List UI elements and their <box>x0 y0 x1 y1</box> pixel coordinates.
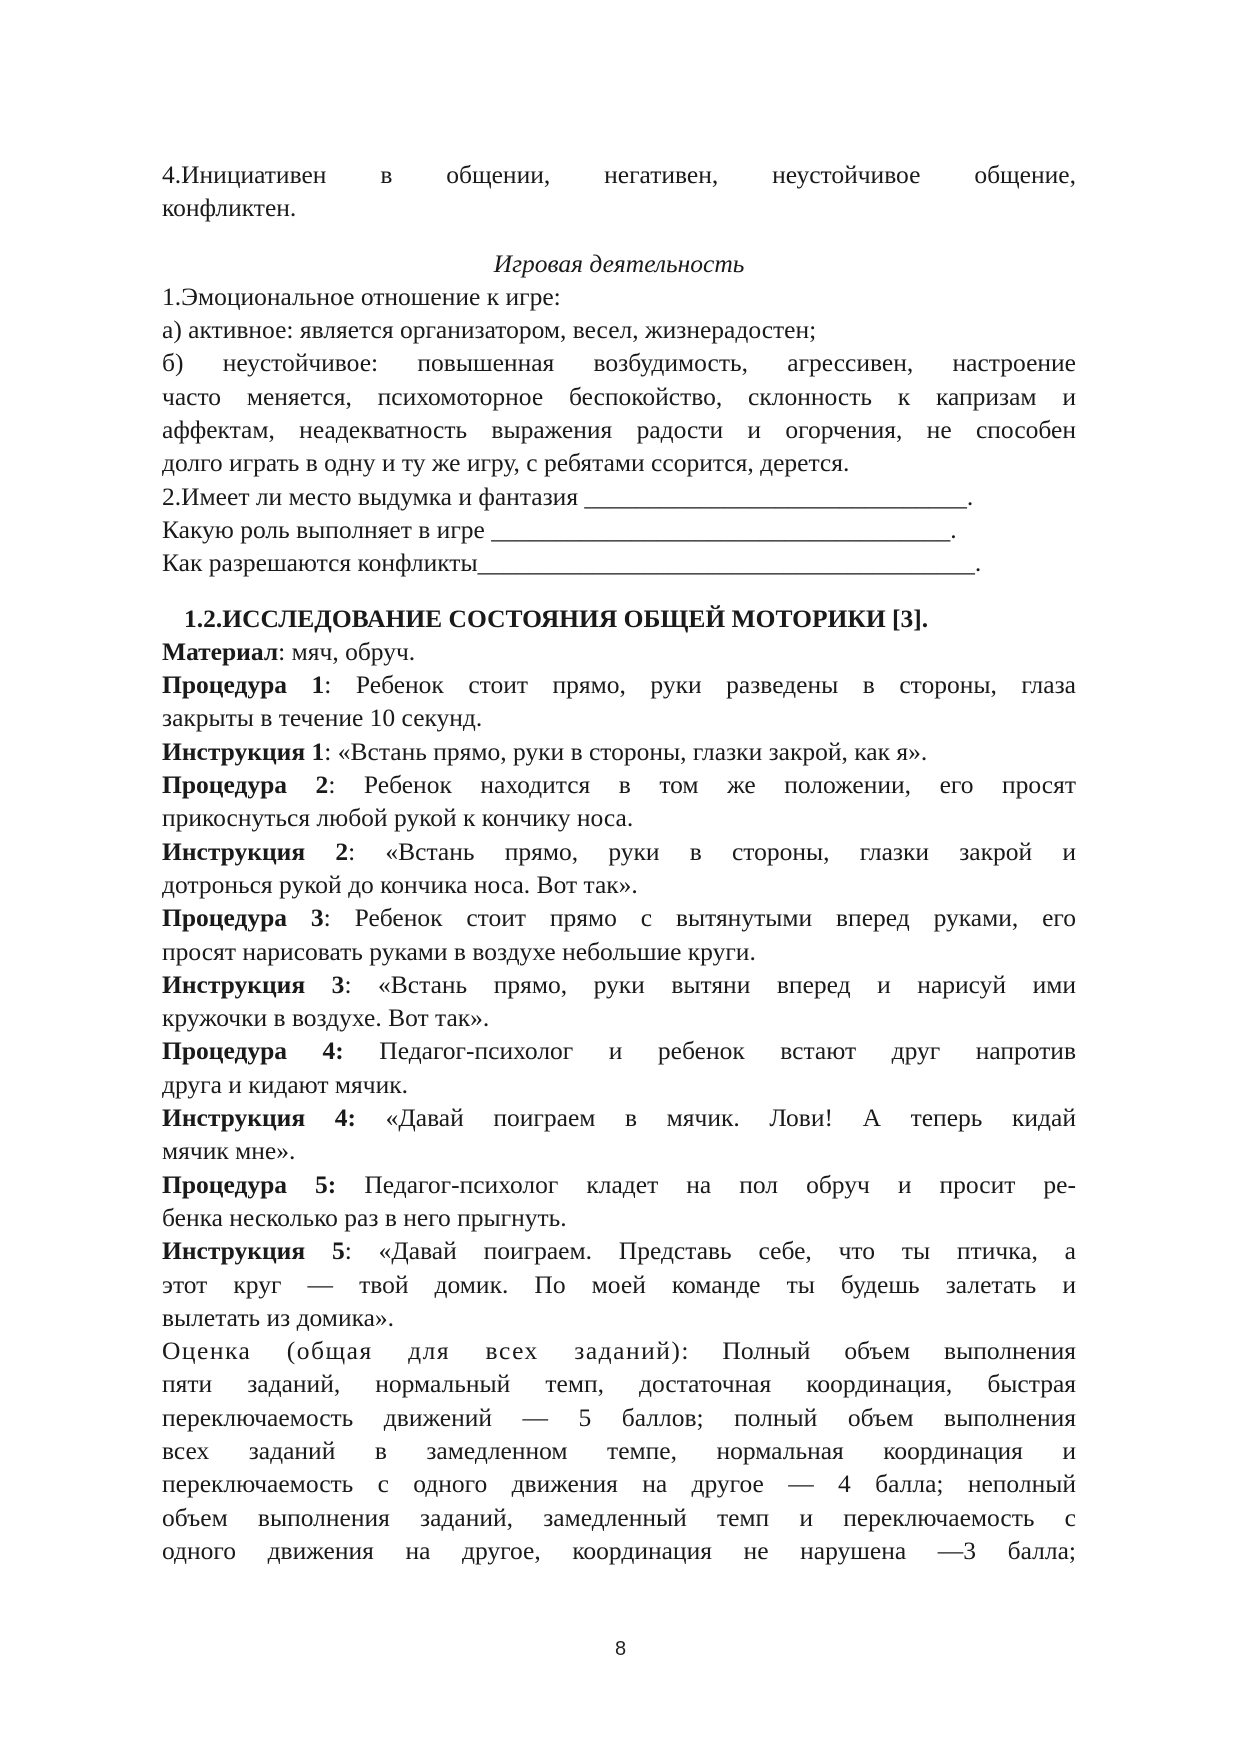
instruction-3-cont: кружочки в воздухе. Вот так». <box>162 1003 490 1033</box>
procedure-4 <box>162 1034 1076 1067</box>
play-line: аффектам, неадекватность выражения радости и огорчения, не способен <box>162 415 1076 445</box>
assessment-line: пяти заданий, нормальный темп, достаточная координация, быстрая <box>162 1369 1076 1399</box>
instruction-2-text: : «Встань прямо, руки в стороны, глазки закрой и <box>348 836 1076 866</box>
play-heading: Игровая деятельность <box>493 248 745 278</box>
instruction-5-label: Инструкция 5 <box>162 1236 345 1266</box>
instruction-4-label: Инструкция 4: <box>162 1103 357 1133</box>
procedure-1-label: Процедура 1 <box>162 670 325 700</box>
procedure-1-text: : Ребенок стоит прямо, руки разведены в стороны, глаза <box>324 670 1076 700</box>
instruction-3-label: Инструкция 3 <box>162 969 345 999</box>
instruction-3 <box>162 968 1076 1001</box>
role-field: Какую роль выполняет в игре ____________________________________. <box>162 514 957 544</box>
page-content <box>162 158 1076 1567</box>
play-line: 1.Эмоциональное отношение к игре: <box>162 281 561 311</box>
procedure-3 <box>162 901 1076 934</box>
instruction-5-cont: вылетать из домика». <box>162 1302 395 1332</box>
instruction-1 <box>162 735 1076 768</box>
procedure-2-label: Процедура 2 <box>162 770 329 800</box>
procedure-5 <box>162 1168 1076 1201</box>
procedure-4-label: Процедура 4: <box>162 1036 344 1066</box>
fantasy-field: 2.Имеет ли место выдумка и фантазия ______________________________. <box>162 481 974 511</box>
communication-item-4-line-2: конфликтен. <box>162 193 297 223</box>
page-number: 8 <box>614 1638 627 1660</box>
instruction-2 <box>162 835 1076 868</box>
material-line <box>162 635 1076 668</box>
conflicts-field: Как разрешаются конфликты_______________________________________. <box>162 548 982 578</box>
section-title: 1.2.ИССЛЕДОВАНИЕ СОСТОЯНИЯ ОБЩЕЙ МОТОРИКИ [3]. <box>184 603 929 633</box>
instruction-5 <box>162 1234 1076 1267</box>
instruction-1-label: Инструкция 1 <box>162 736 325 766</box>
procedure-3-cont: просят нарисовать руками в воздухе небольшие круги. <box>162 936 756 966</box>
instruction-5-cont: этот круг — твой домик. По моей команде ты будешь залетать и <box>162 1269 1076 1299</box>
instruction-2-cont: дотронься рукой до кончика носа. Вот так». <box>162 869 638 899</box>
procedure-5-text: Педагог-психолог кладет на пол обруч и просит ре- <box>336 1169 1076 1199</box>
procedure-1 <box>162 668 1076 701</box>
procedure-1-cont: закрыты в течение 10 секунд. <box>162 703 483 733</box>
assessment-label: Оценка (общая для всех заданий) <box>162 1336 682 1366</box>
play-line: часто меняется, психомоторное беспокойство, склонность к капризам и <box>162 381 1076 411</box>
procedure-2-text: : Ребенок находится в том же положении, его просят <box>328 770 1076 800</box>
procedure-5-cont: бенка несколько раз в него прыгнуть. <box>162 1202 567 1232</box>
procedure-4-cont: друга и кидают мячик. <box>162 1069 408 1099</box>
material-text: : мяч, обруч. <box>278 636 416 666</box>
assessment <box>162 1334 1076 1367</box>
procedure-5-label: Процедура 5: <box>162 1169 337 1199</box>
instruction-1-text: : «Встань прямо, руки в стороны, глазки закрой, как я». <box>324 736 928 766</box>
instruction-3-text: : «Встань прямо, руки вытяни вперед и нарисуй ими <box>344 969 1076 999</box>
procedure-2-cont: прикоснуться любой рукой к кончику носа. <box>162 803 634 833</box>
instruction-4-text: «Давай поиграем в мячик. Лови! А теперь кидай <box>356 1103 1076 1133</box>
procedure-2 <box>162 768 1076 801</box>
assessment-line: одного движения на другое, координация не нарушена —3 балла; <box>162 1535 1076 1565</box>
play-line: долго играть в одну и ту же игру, с ребятами ссорится, дерется. <box>162 448 850 478</box>
procedure-3-label: Процедура 3 <box>162 903 324 933</box>
assessment-line: объем выполнения заданий, замедленный темп и переключаемость с <box>162 1502 1076 1532</box>
instruction-5-text: : «Давай поиграем. Представь себе, что ты птичка, а <box>344 1236 1077 1266</box>
instruction-2-label: Инструкция 2 <box>162 836 349 866</box>
play-line: а) активное: является организатором, весел, жизнерадостен; <box>162 315 817 345</box>
instruction-4 <box>162 1101 1076 1134</box>
assessment-line: переключаемость с одного движения на другое — 4 балла; неполный <box>162 1469 1076 1499</box>
communication-item-4-line-1: 4.Инициативен в общении, негативен, неустойчивое общение, <box>162 160 1076 189</box>
procedure-4-text: Педагог-психолог и ребенок встают друг напротив <box>343 1036 1076 1066</box>
instruction-4-cont: мячик мне». <box>162 1136 296 1166</box>
play-line: б) неустойчивое: повышенная возбудимость, агрессивен, настроение <box>162 348 1076 378</box>
assessment-text: : Полный объем выполнения <box>681 1336 1076 1366</box>
procedure-3-text: : Ребенок стоит прямо с вытянутыми вперед руками, его <box>323 903 1076 933</box>
assessment-line: всех заданий в замедленном темпе, нормальная координация и <box>162 1435 1076 1465</box>
material-label: Материал <box>162 636 279 666</box>
assessment-line: переключаемость движений — 5 баллов; полный объем выполнения <box>162 1402 1076 1432</box>
